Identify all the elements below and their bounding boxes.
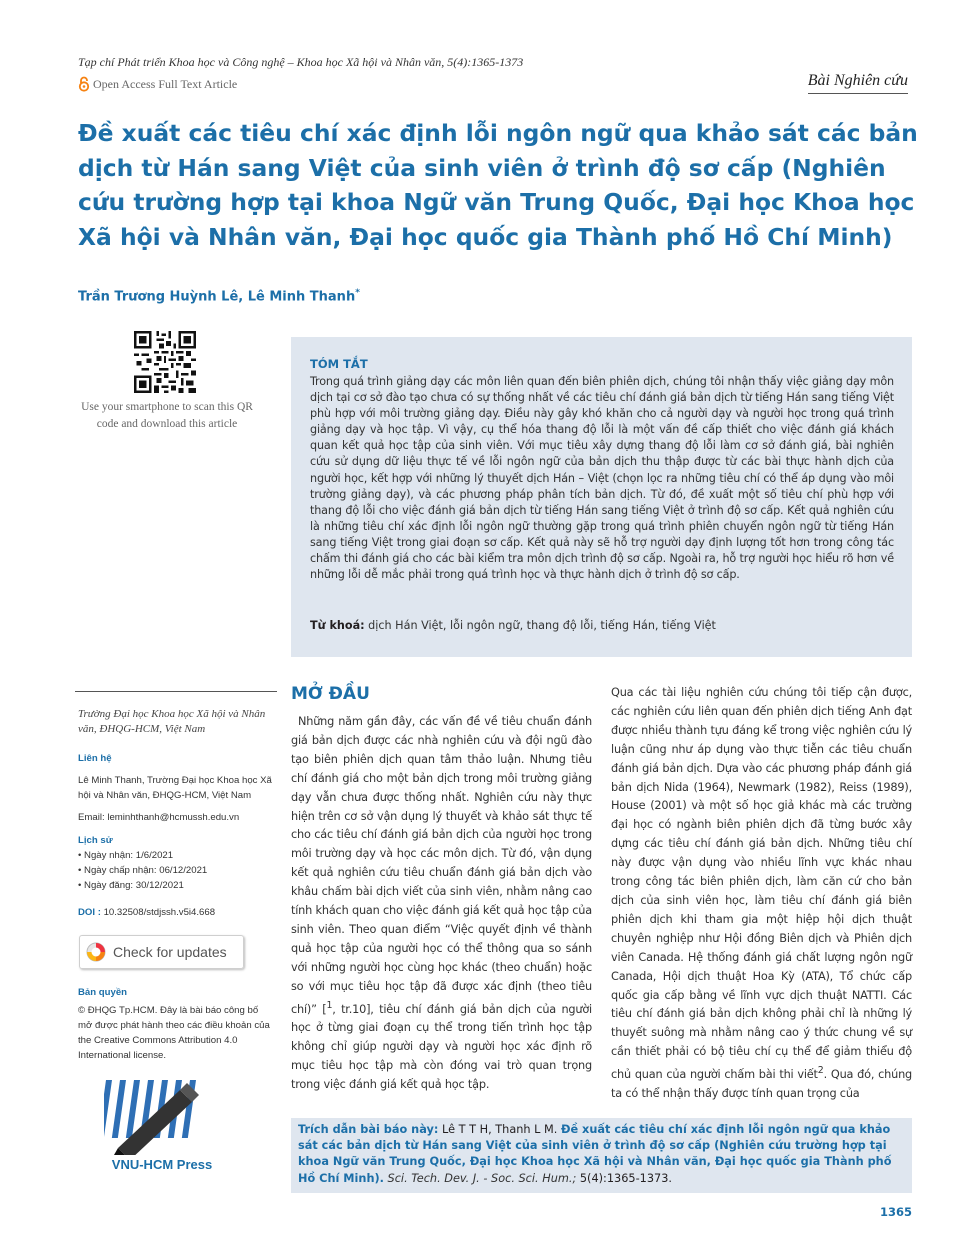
keywords-label: Từ khoá: xyxy=(310,619,365,632)
keywords-list: dịch Hán Việt, lỗi ngôn ngữ, thang độ lỗi, tiếng Hán, tiếng Việt xyxy=(364,619,716,632)
body-paragraph-part: Những năm gần đây, các vấn đề về tiêu chuẩn đánh giá bản dịch được các nhà nghiên cứu và đội ngũ đào tạo biên phiên dịch quan tâm thảo luận. Nhưng tiêu chí đánh giá cho một bản dịch trong môi trường giảng dạy vẫn chưa được thống nhất. Nghiên cứu này thực hiện trên cơ sở vận dụng lý thuyết và khảo sát thực tế cho các tiêu chí đánh giá bản dịch của người học trong môi trường dạy và học các môn dịch. Từ đó, vận dụng kết quả nghiên cứu tiêu chuẩn đánh giá bản dịch vào khâu chấm bài dịch viết của sinh viên, nhằm nâng cao tính khách quan cho việc đánh giá kết quả học tập của sinh viên. Theo quan điểm “Việc quyết định về thành quả học tập của người học có thể thông qua so sánh với những người học cùng học khác (theo chuẩn) hoặc so với mục tiêu học tập đã được xác định (theo tiêu chí)” xyxy=(291,715,592,1016)
authors-names: Trần Trương Huỳnh Lê, Lê Minh Thanh xyxy=(78,289,356,305)
reference-marker[interactable]: 1 xyxy=(326,999,333,1011)
check-for-updates-label: Check for updates xyxy=(113,944,227,960)
journal-citation-line: Tạp chí Phát triển Khoa học và Công nghệ – Khoa học Xã hội và Nhân văn, 5(4):1365-1373 xyxy=(78,55,524,69)
citation-authors: Lê T T H, Thanh L M. xyxy=(438,1123,561,1136)
doi-line[interactable] xyxy=(78,905,278,920)
sidebar-divider xyxy=(75,691,277,692)
contact-section xyxy=(78,751,278,825)
article-title: Đề xuất các tiêu chí xác định lỗi ngôn ngữ qua khảo sát các bản dịch từ Hán sang Việt của sinh viên ở trình độ sơ cấp (Nghiên cứu trường hợp tại khoa Ngữ văn Trung Quốc, Đại học Khoa học Xã hội và Nhân văn, Đại học quốc gia Thành phố Hồ Chí Minh) xyxy=(78,119,918,252)
date-received: • Ngày nhận: 1/6/2021 xyxy=(78,850,174,861)
check-for-updates-button[interactable] xyxy=(79,935,244,969)
corresponding-author-mark: * xyxy=(355,288,360,298)
copyright-label: Bản quyền xyxy=(78,987,128,998)
reference-marker[interactable]: 2 xyxy=(817,1065,824,1077)
keywords xyxy=(310,619,894,632)
copyright-section xyxy=(78,985,278,1063)
citation-pages: 5(4):1365-1373. xyxy=(576,1171,673,1185)
contact-detail: , Trường Đại học Khoa học Xã hội và Nhân văn, ĐHQG-HCM, Việt Nam xyxy=(78,775,272,801)
body-column-left: Những năm gần đây, các vấn đề về tiêu chuẩn đánh giá bản dịch được các nhà nghiên cứu và đội ngũ đào tạo biên phiên dịch quan tâm thảo luận. Nhưng tiêu chí đánh giá cho một bản dịch trong môi trường giảng dạy vẫn chưa được thống nhất. Nghiên cứu này thực hiện trên cơ sở vận dụng lý thuyết và khảo sát thực tế cho các tiêu chí đánh giá bản dịch của người học trong môi trường dạy và học các môn dịch. Từ đó, vận dụng kết quả nghiên cứu tiêu chuẩn đánh giá bản dịch vào khâu chấm bài dịch viết của sinh viên, nhằm nâng cao tính khách quan cho việc đánh giá kết quả học tập của sinh viên. Theo quan điểm “Việc quyết định về thành quả học tập của người học có thể thông qua so sánh với những người học cùng học khác (theo chuẩn) hoặc so với mục tiêu học tập đã được xác định (theo tiêu chí)” [$^1$, tr.10], tiêu chí đánh giá bản dịch của người học ở từng giai đoạn cụ thể trong tiến trình học tập không chỉ giúp người dạy và người học xác định rõ mục tiêu học tập mà còn đóng vai trò quan trọng trong việc đánh giá kết quả học tập. xyxy=(291,715,592,1091)
contact-name: Lê Minh Thanh xyxy=(78,775,142,786)
contact-email[interactable]: Email: leminhthanh@hcmussh.edu.vn xyxy=(78,812,240,823)
body-paragraph-part: , tr.10], tiêu chí đánh giá bản dịch của người học ở từng giai đoạn cụ thể trong tiến trình học tập không chỉ giúp người dạy và người học xác định rõ mục tiêu học tập mà còn đóng vai trò quan trọng trong việc đánh giá kết quả học tập. xyxy=(291,1002,592,1091)
section-heading-introduction: MỞ ĐẦU xyxy=(291,684,370,704)
copyright-text: © ĐHQG Tp.HCM. Đây là bài báo công bố mở được phát hành theo các điều khoản của the Creative Commons Attribution 4.0 International license. xyxy=(78,1005,270,1061)
abstract-text: Trong quá trình giảng dạy các môn liên quan đến biên phiên dịch, chúng tôi nhận thấy việc giảng dạy môn dịch tại cơ sở đào tạo chưa có sự thống nhất về các tiêu chí đánh giá bản dịch từ tiếng Hán sang tiếng Việt phù hợp với môi trường giảng dạy. Điều này gây khó khăn cho cả người dạy và người học trong quá trình giảng dạy và học tập. Vì vậy, cụ thể hóa thang độ lỗi là một vấn đề cấp thiết cho việc đánh giá khách quan kết quả học tập của sinh viên. Với mục tiêu xây dựng thang độ lỗi làm cơ sở đánh giá, bài nghiên cứu sử dụng dữ liệu thực tế về lỗi ngôn ngữ của bản dịch thu thập được từ các bài thực hành dịch của người học, kết hợp với những lý thuyết dịch Hán – Việt (chọn lọc ra những tiêu chí có thể áp dụng vào môi trường giảng dạy), và các phương pháp phân tích bản dịch. Từ đó, đề xuất một số tiêu chí phù hợp với thang độ lỗi cho việc đánh giá bản dịch từ tiếng Hán sang tiếng Việt ở trình độ sơ cấp. Kết quả nghiên cứu là những tiêu chí xác định lỗi ngôn ngữ thường gặp trong quá trình phiên chuyển ngôn ngữ từ tiếng Hán sang tiếng Việt trong giai đoạn sơ cấp. Kết quả này sẽ hỗ trợ người dạy định lượng tốt hơn trong công tác chấm thi đánh giá cho các bài kiểm tra môn dịch trình độ sơ cấp. Ngoài ra, hỗ trợ người học hiểu rõ hơn về những lỗi dễ mắc phải trong quá trình học và thực hành dịch ở trình độ sơ cấp. xyxy=(310,375,894,582)
citation-text xyxy=(298,1122,910,1187)
vnu-hcm-press-logo xyxy=(104,1080,216,1155)
article-type-label: Bài Nghiên cứu xyxy=(808,72,908,94)
date-accepted: • Ngày chấp nhận: 06/12/2021 xyxy=(78,865,208,876)
qr-caption: Use your smartphone to scan this QR code and download this article xyxy=(81,401,253,430)
doi-value[interactable]: 10.32508/stdjssh.v5i4.668 xyxy=(100,907,216,918)
contact-info xyxy=(78,773,278,803)
doi-label: DOI : xyxy=(78,907,101,918)
body-column-right xyxy=(611,684,912,1104)
body-paragraph-part: . Qua đó, chúng ta có thể nhận thấy được tính quan trọng của xyxy=(611,1067,912,1100)
citation-source: Sci. Tech. Dev. J. - Soc. Sci. Hum.; xyxy=(383,1171,577,1185)
qr-code[interactable] xyxy=(134,331,196,393)
history-label: Lịch sử xyxy=(78,835,113,846)
vnu-hcm-press-name: VNU-HCM Press xyxy=(111,1157,213,1172)
open-access-label: Open Access Full Text Article xyxy=(93,76,238,91)
date-published: • Ngày đăng: 30/12/2021 xyxy=(78,880,184,891)
citation-title: Đề xuất các tiêu chí xác định lỗi ngôn ngữ qua khảo sát các bản dịch từ Hán sang Việt của sinh viên ở trình độ sơ cấp (Nghiên cứu trường hợp tại khoa Ngữ văn Trung Quốc, Đại học Khoa học Xã hội và Nhân văn, Đại học quốc gia Thành phố Hồ Chí Minh). xyxy=(298,1123,892,1185)
page-number: 1365 xyxy=(879,1205,912,1219)
crossmark-icon xyxy=(86,942,106,962)
author-list xyxy=(78,288,360,304)
abstract-heading: TÓM TẮT xyxy=(310,357,368,371)
open-access-line xyxy=(78,76,237,92)
history-section xyxy=(78,833,278,893)
author-affiliation: Trường Đại học Khoa học Xã hội và Nhân văn, ĐHQG-HCM, Việt Nam xyxy=(78,708,266,735)
open-access-icon xyxy=(78,76,90,92)
body-paragraph-part: Qua các tài liệu nghiên cứu chúng tôi tiếp cận được, các nghiên cứu liên quan đến phiên dịch tiếng Anh đạt được nhiều thành tựu đáng kể trong việc nghiên cứu lý luận cũng như áp dụng vào thực tiễn các tiêu chuẩn đánh giá bản dịch. Dựa vào các phương pháp đánh giá bản dịch Nida (1964), Newmark (1982), Reiss (1989), House (2001) và một số học giả khác mà các trường đại học có ngành biên phiên dịch đã từng bước xây dựng các tiêu chí đánh giá bản dịch. Những tiêu chí này được vận dụng vào nhiều lĩnh vực khác nhau trong công tác biên phiên dịch, làm căn cứ cho bản dịch của sinh viên học, làm tiêu chí đánh giá biên phiên dịch khi tham gia một hiệp hội dịch thuật chuyên nghiệp như Hội đồng Biên dịch và Phiên dịch viên Canada. Hệ thống đánh giá chất lượng ngôn ngữ Canada, Hội dịch thuật Hoa Kỳ (ATA), Tổ chức cấp quốc gia cấp bằng về lĩnh vực dịch thuật NATTI. Các tiêu chí đánh giá bản dịch không phải chỉ là những lý thuyết suông mà nhằm nâng cao ý thức chung về sự cần thiết phải có bộ tiêu chí cụ thể để giảm thiểu độ chủ quan của người chấm bài thi viết xyxy=(611,686,912,1081)
contact-label: Liên hệ xyxy=(78,753,112,764)
citation-label: Trích dẫn bài báo này: xyxy=(298,1123,439,1136)
